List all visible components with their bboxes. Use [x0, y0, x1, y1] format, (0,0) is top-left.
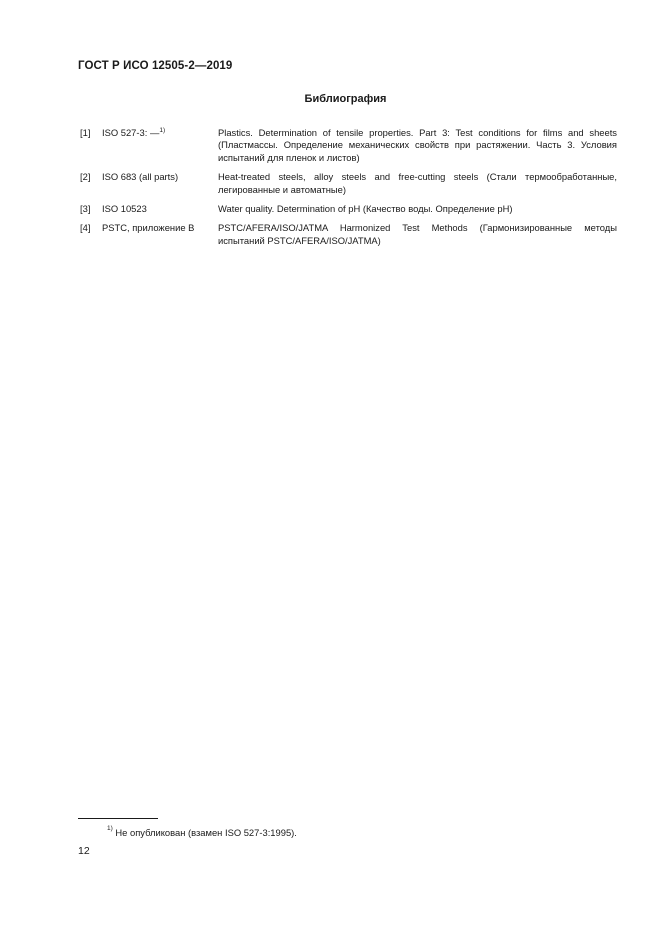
- standard-header: ГОСТ Р ИСО 12505-2—2019: [78, 60, 233, 72]
- entry-description: Heat-treated steels, alloy steels and free-cutting steels (Стали термообработанные, легированные и автоматные): [218, 171, 617, 195]
- bibliography-entry: [80, 222, 617, 247]
- footnote-text: Не опубликован (взамен ISO 527-3:1995).: [115, 827, 297, 838]
- footnote-divider: [78, 818, 158, 819]
- footnote-marker: 1): [107, 825, 113, 832]
- entry-reference-text: ISO 527-3: —: [102, 127, 160, 138]
- bibliography-list: [80, 127, 617, 254]
- entry-reference: [102, 127, 165, 139]
- entry-number: [3]: [80, 203, 91, 215]
- bibliography-entry: [80, 203, 617, 215]
- page-number: 12: [78, 845, 90, 857]
- footnote-marker: 1): [159, 127, 166, 134]
- section-title-text: Библиография: [304, 93, 387, 105]
- entry-number: [4]: [80, 222, 91, 234]
- section-title: [0, 93, 661, 105]
- entry-description: PSTC/AFERA/ISO/JATMA Harmonized Test Methods (Гармонизированные методы испытаний PSTC/AFERA/ISO/JATMA): [218, 222, 617, 246]
- entry-description: Plastics. Determination of tensile properties. Part 3: Test conditions for films and sheets (Пластмассы. Определение механических свойств при растяжении. Часть 3. Условия испытаний для пленок и листов): [218, 127, 617, 163]
- entry-reference: PSTC, приложение В: [102, 222, 195, 234]
- bibliography-entry: [80, 171, 617, 196]
- entry-number: [2]: [80, 171, 91, 183]
- entry-description: Water quality. Determination of pH (Качество воды. Определение pH): [218, 203, 513, 215]
- bibliography-entry: [80, 127, 617, 164]
- entry-reference: ISO 10523: [102, 203, 147, 215]
- footnote: [107, 827, 297, 838]
- entry-number: [1]: [80, 127, 91, 138]
- entry-reference: ISO 683 (all parts): [102, 171, 179, 183]
